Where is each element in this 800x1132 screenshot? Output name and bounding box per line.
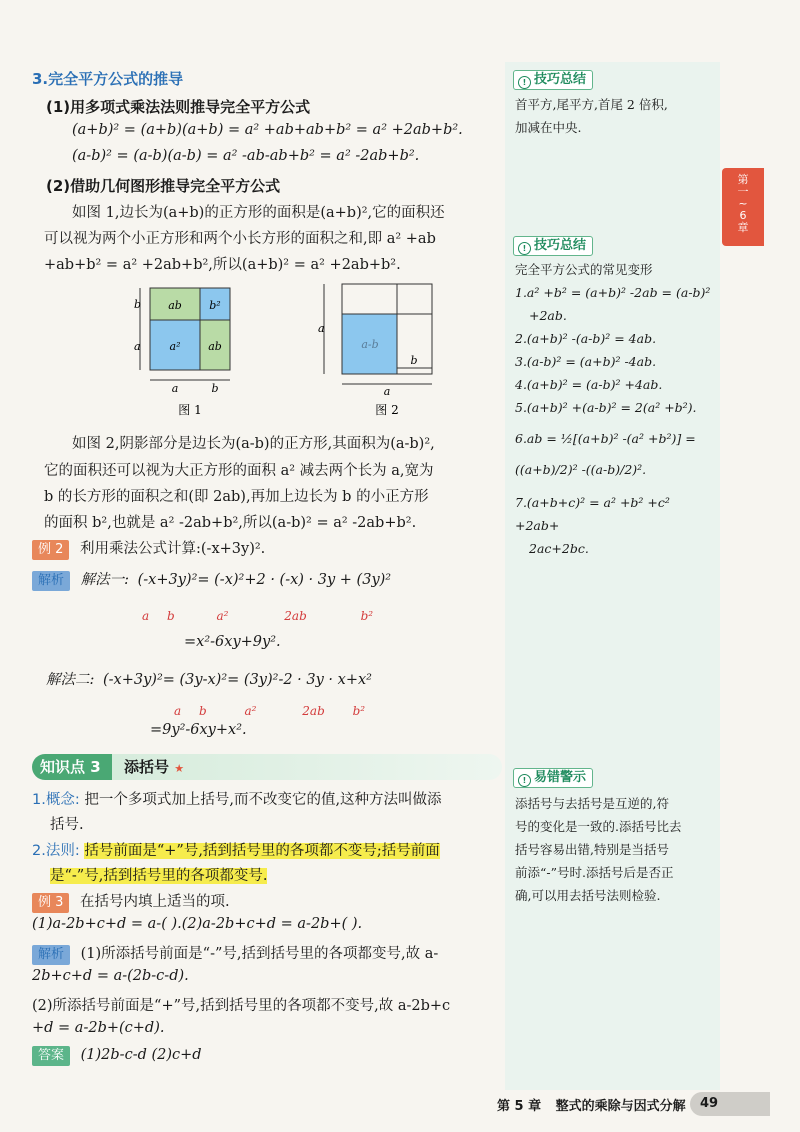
example-3-answer xyxy=(32,1046,202,1066)
warning-line: 括号容易出错,特别是当括号 xyxy=(515,842,669,857)
star-icon: ★ xyxy=(174,762,185,775)
tip-1-header xyxy=(513,70,593,90)
method-2-equation: (-x+3y)²= (3y-x)²= (3y)²-2 · 3y · x+x² xyxy=(103,672,372,688)
rule-number: 2.法则: xyxy=(32,843,80,859)
knowledge-title-text: 添括号 xyxy=(124,758,170,776)
warning-line: 确,可以用去括号法则检验. xyxy=(515,888,661,903)
fig1-ab2-label: ab xyxy=(208,340,222,353)
concept-text: 把一个多项式加上括号,而不改变它的值,这种方法叫做添 xyxy=(84,792,442,808)
label-a: a xyxy=(142,609,150,623)
example-3-question: (1)a-2b+c+d = a-( ).(2)a-2b+c+d = a-2b+( ). xyxy=(32,916,363,932)
label-a2: a² xyxy=(244,704,257,718)
fig1-side-b: b xyxy=(134,298,142,311)
para-2-line-4: 的面积 b²,也就是 a² -2ab+b²,所以(a-b)² = a² -2ab+b². xyxy=(44,515,417,531)
fig1-bottom-a: a xyxy=(171,382,179,395)
knowledge-label: 知识点 3 xyxy=(32,754,120,780)
fig1-side-a: a xyxy=(134,340,141,353)
chapter-tab-char: 一 xyxy=(737,185,749,198)
analysis-tag: 解析 xyxy=(32,945,70,965)
fig2-shade-label: a-b xyxy=(361,338,379,351)
example-3-tag: 例 3 xyxy=(32,893,69,913)
fig1-bottom-b: b xyxy=(211,382,219,395)
fig2-inner-b: b xyxy=(410,354,418,367)
label-2ab: 2ab xyxy=(284,609,307,623)
para-1-line-2: 可以视为两个小正方形和两个小长方形的面积之和,即 a² +ab xyxy=(44,231,436,247)
warning-line: 添括号与去括号是互逆的,符 xyxy=(515,796,669,811)
equation-2: (a-b)² = (a-b)(a-b) = a² -ab-ab+b² = a² -2ab+b². xyxy=(72,148,420,164)
example-2 xyxy=(32,537,265,560)
label-2ab: 2ab xyxy=(302,704,325,718)
label-a2: a² xyxy=(216,609,229,623)
variant-7: 7.(a+b+c)² = a² +b² +c² +2ab+ xyxy=(515,495,670,533)
tip-1-title: 技巧总结 xyxy=(534,72,587,87)
label-b: b xyxy=(166,609,175,623)
answer-tag: 答案 xyxy=(32,1046,70,1066)
subsection-2: (2)借助几何图形推导完全平方公式 xyxy=(46,177,281,195)
label-b2: b² xyxy=(352,704,366,718)
para-2-line-2: 它的面积还可以视为大正方形的面积 a² 减去两个长为 a,宽为 xyxy=(44,463,434,479)
para-2-line-1: 如图 2,阴影部分是边长为(a-b)的正方形,其面积为(a-b)², xyxy=(72,436,435,452)
chapter-tab-char: 章 xyxy=(737,221,749,234)
method-1-labels xyxy=(142,609,373,623)
warning-icon: ! xyxy=(518,774,531,787)
equation-1: (a+b)² = (a+b)(a+b) = a² +ab+ab+b² = a² +2ab+b². xyxy=(72,122,463,138)
variant-2: 2.(a+b)² -(a-b)² = 4ab. xyxy=(515,331,657,346)
tip-2-title: 技巧总结 xyxy=(534,238,587,253)
method-2-label: 解法二: xyxy=(46,672,95,688)
method-1-result: =x²-6xy+9y². xyxy=(184,634,281,650)
example-3 xyxy=(32,890,230,913)
method-1-label: 解法一: xyxy=(80,572,130,588)
variant-1: 1.a² +b² = (a+b)² -2ab = (a-b)² xyxy=(515,285,711,300)
example-2-method-1 xyxy=(32,568,391,591)
tip-1-body xyxy=(515,93,711,139)
method-1-equation: (-x+3y)²= (-x)²+2 · (-x) · 3y + (3y)² xyxy=(137,572,392,588)
warning-body xyxy=(515,792,711,907)
label-b2: b² xyxy=(360,609,374,623)
variant-4: 4.(a+b)² = (a-b)² +4ab. xyxy=(515,377,663,392)
knowledge-point-3 xyxy=(32,754,492,780)
para-2-line-3: b 的长方形的面积之和(即 2ab),再加上边长为 b 的小正方形 xyxy=(44,489,429,505)
tip-1-line: 首平方,尾平方,首尾 2 倍积, xyxy=(515,97,668,112)
tip-2-heading: 完全平方公式的常见变形 xyxy=(515,262,653,277)
fig1-b2-label: b² xyxy=(209,299,221,312)
example-2-text: 利用乘法公式计算:(-x+3y)². xyxy=(80,541,266,557)
concept-line-1 xyxy=(32,788,442,809)
example-2-method-2 xyxy=(46,668,372,689)
para-1-line-1: 如图 1,边长为(a+b)的正方形的面积是(a+b)²,它的面积还 xyxy=(72,205,445,221)
figure-1-caption: 图 1 xyxy=(178,403,202,417)
chapter-tab-char: 6 xyxy=(739,209,747,222)
para-1-line-3: +ab+b² = a² +2ab+b²,所以(a+b)² = a² +2ab+b². xyxy=(44,257,401,273)
label-a: a xyxy=(174,704,182,718)
fig2-side-a: a xyxy=(318,322,325,335)
figure-2 xyxy=(310,280,470,420)
rule-line-1 xyxy=(32,839,440,860)
knowledge-title xyxy=(112,754,502,780)
warning-title: 易错警示 xyxy=(534,770,587,785)
variant-1-cont: +2ab. xyxy=(529,308,567,323)
warning-line: 前添“-”号时.添括号后是否正 xyxy=(515,865,674,880)
variant-5: 5.(a+b)² +(a-b)² = 2(a² +b²). xyxy=(515,400,697,415)
example-3-solution-1 xyxy=(32,942,438,965)
fig2-bottom-a: a xyxy=(383,385,391,398)
rule-line-2 xyxy=(50,864,267,885)
tip-2-body xyxy=(515,258,711,560)
section-title: 3.完全平方公式的推导 xyxy=(32,70,184,88)
lightbulb-icon: ! xyxy=(518,242,531,255)
page-number: 49 xyxy=(690,1092,770,1116)
example-2-tag: 例 2 xyxy=(32,540,69,560)
figure-1 xyxy=(122,280,282,420)
solution-1-text: (1)所添括号前面是“-”号,括到括号里的各项都变号,故 a- xyxy=(80,946,439,962)
rule-text: 括号前面是“+”号,括到括号里的各项都不变号;括号前面 xyxy=(84,843,440,859)
tip-2-header xyxy=(513,236,593,256)
warning-header xyxy=(513,768,593,788)
example-3-text: 在括号内填上适当的项. xyxy=(80,894,230,910)
analysis-tag: 解析 xyxy=(32,571,70,591)
footer xyxy=(0,1090,800,1120)
fig1-a2-label: a² xyxy=(169,340,181,353)
figure-2-caption: 图 2 xyxy=(375,403,399,417)
variant-3: 3.(a-b)² = (a+b)² -4ab. xyxy=(515,354,657,369)
answer-text: (1)2b-c-d (2)c+d xyxy=(80,1047,202,1063)
footer-chapter-title: 整式的乘除与因式分解 xyxy=(555,1099,686,1114)
solution-2-line-2: +d = a-2b+(c+d). xyxy=(32,1020,165,1036)
sidebar-panel xyxy=(505,62,720,1090)
variant-7-cont: 2ac+2bc. xyxy=(529,541,589,556)
label-b: b xyxy=(198,704,207,718)
method-2-labels xyxy=(174,704,365,718)
footer-chapter: 第 5 章 xyxy=(497,1099,542,1114)
chapter-tab xyxy=(722,168,764,246)
tip-1-line: 加减在中央. xyxy=(515,120,582,135)
subsection-1: (1)用多项式乘法法则推导完全平方公式 xyxy=(46,98,311,116)
lightbulb-icon: ! xyxy=(518,76,531,89)
concept-number: 1.概念: xyxy=(32,792,80,808)
chapter-tab-char: ~ xyxy=(738,197,748,210)
rule-text-2: 是“-”号,括到括号里的各项都变号. xyxy=(50,868,268,884)
footer-title xyxy=(497,1095,686,1114)
fig1-ab-label: ab xyxy=(168,299,182,312)
chapter-tab-char: 第 xyxy=(737,173,749,186)
concept-line-2: 括号. xyxy=(50,817,84,833)
solution-1-line-2: 2b+c+d = a-(2b-c-d). xyxy=(32,968,189,984)
variant-6-cont: ((a+b)/2)² -((a-b)/2)². xyxy=(515,462,647,477)
warning-line: 号的变化是一致的.添括号比去 xyxy=(515,819,682,834)
variant-6: 6.ab = ½[(a+b)² -(a² +b²)] = xyxy=(515,431,696,446)
method-2-result: =9y²-6xy+x². xyxy=(150,722,247,738)
solution-2-line-1: (2)所添括号前面是“+”号,括到括号里的各项都不变号,故 a-2b+c xyxy=(32,998,451,1014)
